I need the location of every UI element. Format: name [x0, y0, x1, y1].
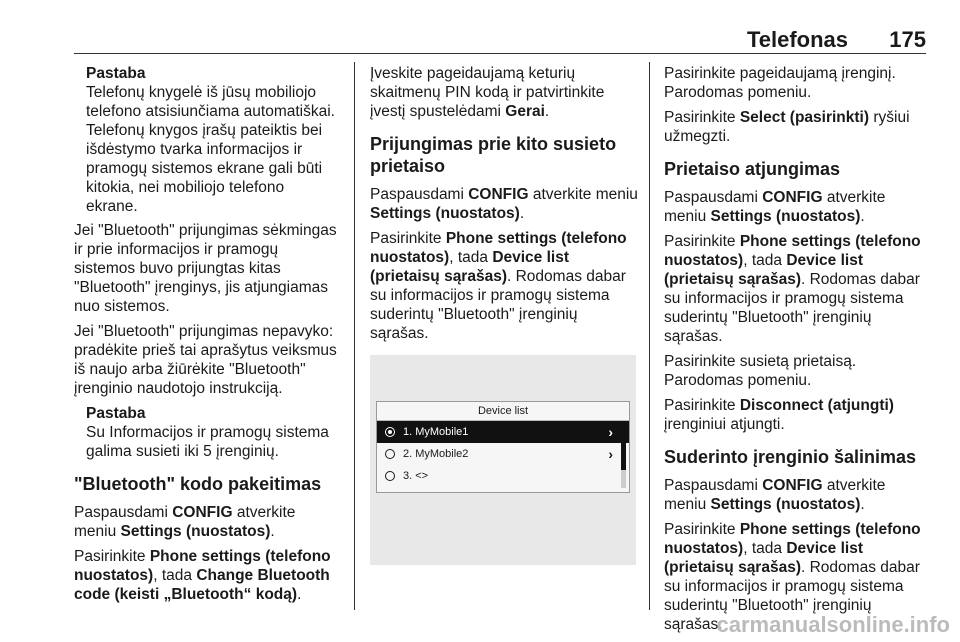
paragraph: Pasirinkite Phone settings (telefono nuostatos), tada Device list (prietaisų sąrašas). Rodomas dabar su informacijos ir pramogų sistema suderintų "Bluetooth" įrenginių sąrašas. [664, 521, 921, 633]
column-right [664, 64, 930, 640]
paragraph: Įveskite pageidaujamą keturių skaitmenų PIN kodą ir patvirtinkite įvestį spustelėdami Gerai. [370, 65, 605, 120]
paragraph: Pasirinkite Phone settings (telefono nuostatos), tada Change Bluetooth code (keisti „Bluetooth“ kodą). [74, 548, 331, 603]
note-label: Pastaba [86, 65, 146, 82]
page-header [0, 0, 960, 50]
paragraph: Pasirinkite Phone settings (telefono nuostatos), tada Device list (prietaisų sąrašas). Rodomas dabar su informacijos ir pramogų sistema suderintų "Bluetooth" įrenginių sąrašas. [370, 230, 627, 342]
paragraph: Pasirinkite Phone settings (telefono nuostatos), tada Device list (prietaisų sąrašas). Rodomas dabar su informacijos ir pramogų sistema suderintų "Bluetooth" įrenginių sąrašas. [664, 233, 921, 345]
device-list-item: 3. <> [377, 465, 629, 487]
device-list-screenshot [370, 355, 636, 565]
device-list-item: 1. MyMobile1 › [377, 421, 629, 443]
paragraph: Paspausdami CONFIG atverkite meniu Settings (nuostatos). [664, 189, 886, 225]
note-box [86, 404, 340, 461]
section-heading: Suderinto įrenginio šalinimas [664, 447, 917, 467]
page-number: 175 [889, 27, 926, 52]
paragraph: Pasirinkite Select (pasirinkti) ryšiui užmegzti. [664, 109, 910, 145]
paragraph: Paspausdami CONFIG atverkite meniu Settings (nuostatos). [664, 477, 886, 513]
note-text: Su Informacijos ir pramogų sistema galima susieti iki 5 įrenginių. [86, 424, 329, 460]
paragraph: Paspausdami CONFIG atverkite meniu Settings (nuostatos). [74, 504, 296, 540]
paragraph: Jei "Bluetooth" prijungimas nepavyko: pradėkite prieš tai aprašytus veiksmus iš naujo arba žiūrėkite "Bluetooth" įrenginio naudotojo instrukciją. [74, 323, 337, 397]
paragraph: Pasirinkite Disconnect (atjungti) įrenginiui atjungti. [664, 397, 894, 433]
column-divider [649, 62, 650, 610]
chevron-right-icon: › [608, 424, 613, 440]
device-list-title: Device list [377, 402, 629, 421]
scrollbar-thumb [621, 424, 626, 470]
note-label: Pastaba [86, 405, 146, 422]
note-box [86, 64, 340, 216]
radio-icon [385, 449, 395, 459]
column-left [74, 64, 340, 610]
note-text: Telefonų knygelė iš jūsų mobiliojo telefono atsisiunčiama automatiškai. Telefonų knygos įrašų pateiktis bei išdėstymo tvarka informacijos ir pramogų sistemos ekrane gali būti kitokia, nei mobiliojo telefono ekrane. [86, 84, 335, 215]
section-heading: Prietaiso atjungimas [664, 159, 841, 179]
watermark: carmanualsonline.info [716, 612, 950, 637]
column-middle [370, 64, 638, 565]
header-rule [74, 53, 926, 54]
scrollbar [621, 424, 626, 488]
device-list-panel [376, 401, 630, 493]
section-heading: Prijungimas prie kito susieto prietaiso [370, 134, 617, 176]
page-title: Telefonas [746, 27, 848, 52]
paragraph: Pasirinkite susietą prietaisą. Parodomas pomeniu. [664, 353, 857, 389]
section-heading: "Bluetooth" kodo pakeitimas [74, 474, 322, 494]
column-divider [354, 62, 355, 610]
radio-selected-icon [385, 427, 395, 437]
paragraph: Paspausdami CONFIG atverkite meniu Settings (nuostatos). [370, 186, 638, 222]
radio-icon [385, 471, 395, 481]
device-list-item: 2. MyMobile2 › [377, 443, 629, 465]
chevron-right-icon: › [608, 446, 613, 462]
paragraph: Jei "Bluetooth" prijungimas sėkmingas ir prie informacijos ir pramogų sistemos buvo prijungtas kitas "Bluetooth" įrenginys, jis atjungiamas nuo sistemos. [74, 222, 337, 315]
paragraph: Pasirinkite pageidaujamą įrenginį. Parodomas pomeniu. [664, 65, 896, 101]
